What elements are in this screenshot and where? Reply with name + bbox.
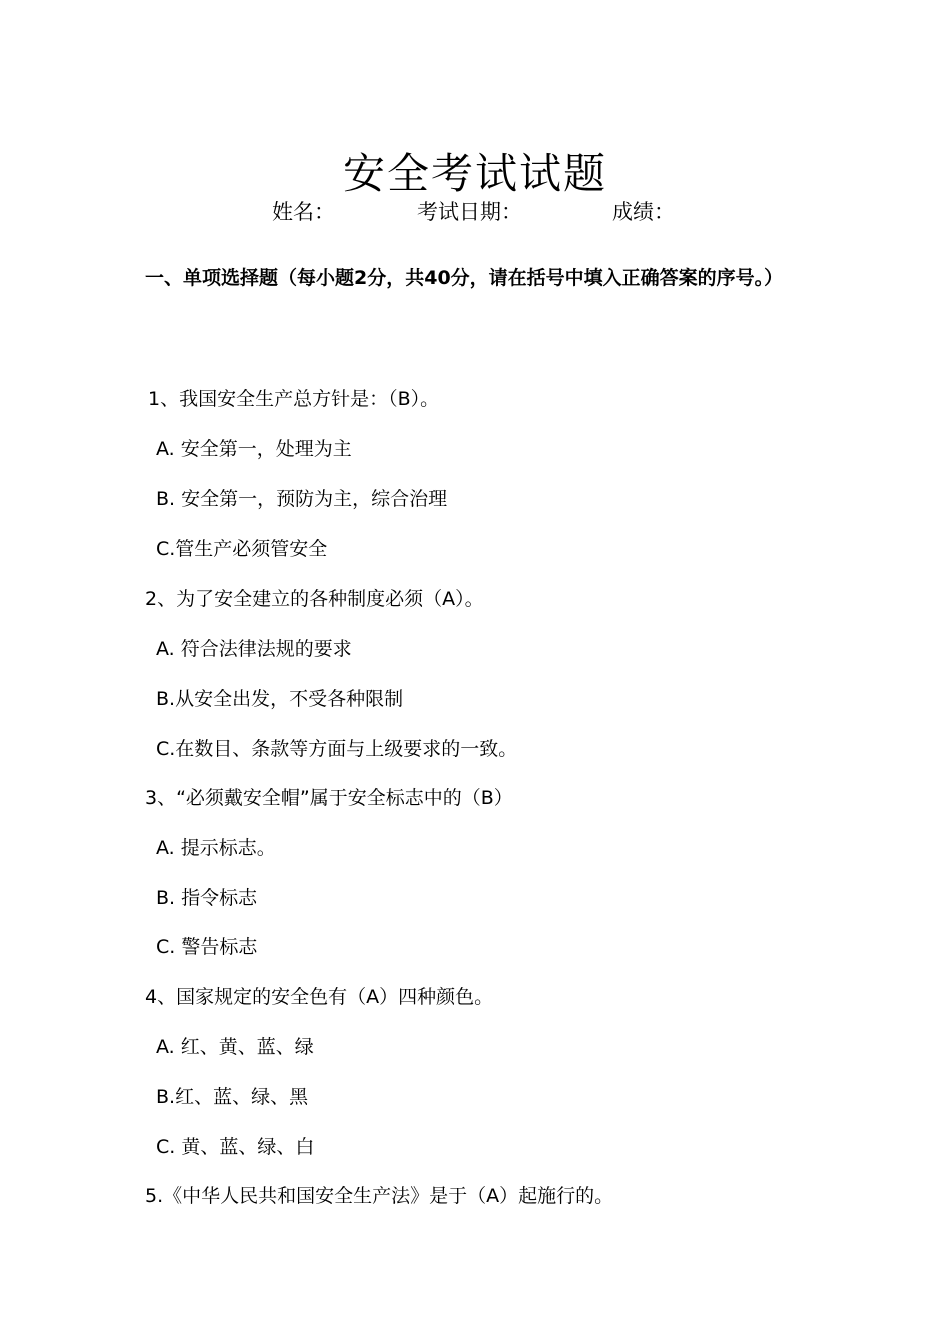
score-field-label: 成绩： [612, 200, 675, 224]
question-1-option-a: A. 安全第一，处理为主 [156, 438, 352, 460]
question-3-option-a: A. 提示标志。 [156, 837, 276, 859]
question-2: 2、为了安全建立的各种制度必须（A）。 [145, 588, 484, 610]
question-1: 1、我国安全生产总方针是：（B）。 [148, 388, 440, 410]
question-4: 4、国家规定的安全色有（A）四种颜色。 [145, 986, 494, 1008]
question-3-option-c: C. 警告标志 [156, 936, 258, 958]
question-1-option-b: B. 安全第一，预防为主，综合治理 [156, 488, 448, 510]
question-3-option-b: B. 指令标志 [156, 887, 258, 909]
exam-date-field-label: 考试日期： [417, 200, 522, 224]
question-2-option-b: B.从安全出发，不受各种限制 [156, 688, 404, 710]
question-4-option-a: A. 红、黄、蓝、绿 [156, 1036, 314, 1058]
question-1-option-c: C.管生产必须管安全 [156, 538, 328, 560]
exam-title: 安全考试试题 [342, 149, 607, 198]
question-2-option-a: A. 符合法律法规的要求 [156, 638, 352, 660]
section-heading: 一、单项选择题（每小题2分，共40分，请在括号中填入正确答案的序号。） [145, 267, 784, 289]
question-2-option-c: C.在数目、条款等方面与上级要求的一致。 [156, 738, 518, 760]
question-5: 5.《中华人民共和国安全生产法》是于（A）起施行的。 [145, 1185, 614, 1207]
question-3: 3、“必须戴安全帽”属于安全标志中的（B） [145, 787, 513, 809]
name-field-label: 姓名： [272, 200, 335, 224]
question-4-option-b: B.红、蓝、绿、黑 [156, 1086, 309, 1108]
question-4-option-c: C. 黄、蓝、绿、白 [156, 1136, 315, 1158]
